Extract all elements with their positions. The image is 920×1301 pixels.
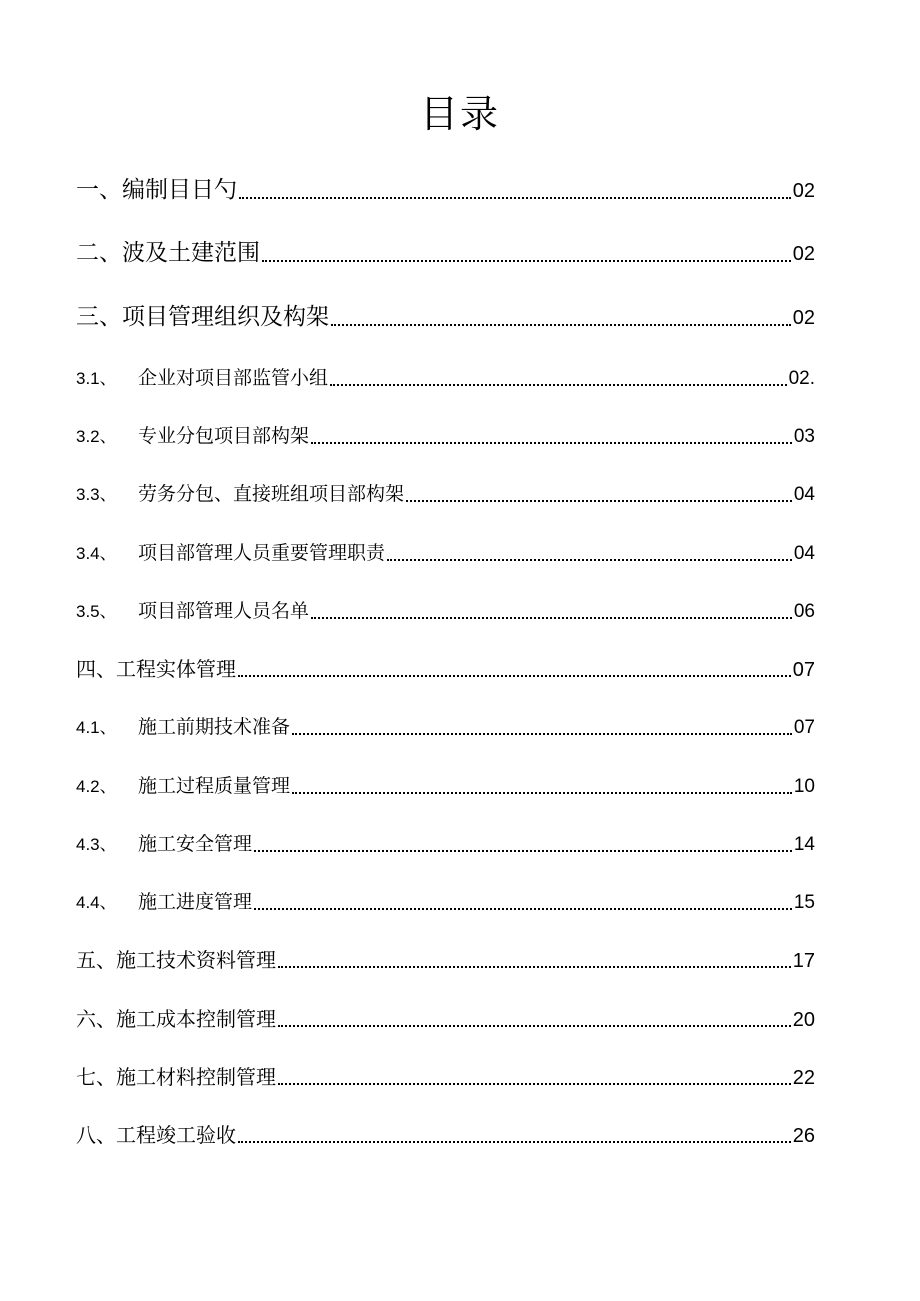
toc-subentry[interactable]: [76, 364, 815, 393]
toc-entry[interactable]: [76, 174, 815, 207]
toc-leader-dots: [278, 1025, 791, 1027]
toc-entry-label: 专业分包项目部构架: [138, 425, 310, 447]
toc-page-number: 10: [793, 776, 815, 797]
toc-subentry[interactable]: [76, 713, 815, 742]
toc-entry-label: 劳务分包、直接班组项目部构架: [138, 483, 405, 505]
toc-page-number: 20: [792, 1009, 815, 1031]
toc-leader-dots: [387, 559, 792, 561]
toc-entry-label: 三、项目管理组织及构架: [76, 304, 329, 330]
toc-page-number: 07: [793, 717, 815, 738]
toc-leader-dots: [330, 384, 787, 386]
toc-section-number: 3.3、: [76, 485, 117, 504]
toc-leader-dots: [406, 500, 792, 502]
toc-page-number: 06: [793, 601, 815, 622]
toc-subentry[interactable]: [76, 597, 815, 626]
toc-subentry[interactable]: [76, 888, 815, 917]
toc-entry-label: 五、施工技术资料管理: [76, 948, 276, 972]
toc-entry[interactable]: [76, 1005, 815, 1034]
toc-subentry[interactable]: [76, 830, 815, 859]
toc-subentry[interactable]: [76, 480, 815, 509]
toc-entry-label: 施工安全管理: [138, 833, 253, 855]
toc-page-number: 07: [792, 659, 815, 681]
toc-section-number: 4.3、: [76, 835, 117, 854]
toc-entry-label: 施工进度管理: [138, 891, 253, 913]
toc-entry-label: 六、施工成本控制管理: [76, 1007, 276, 1031]
toc-entry-label: 二、波及土建范围: [76, 240, 260, 266]
toc-leader-dots: [262, 260, 791, 262]
toc-entry-label: 项目部管理人员重要管理职责: [138, 542, 386, 564]
toc-section-number: 3.4、: [76, 544, 117, 563]
toc-entry-label: 项目部管理人员名单: [138, 600, 310, 622]
toc-entry-label: 施工前期技术准备: [138, 716, 291, 738]
toc-page-number: 02.: [788, 368, 815, 389]
toc-entry[interactable]: [76, 946, 815, 975]
toc-page-number: 03: [793, 426, 815, 447]
toc-leader-dots: [311, 617, 792, 619]
toc-page-number: 26: [792, 1125, 815, 1147]
toc-page-number: 17: [792, 950, 815, 972]
toc-leader-dots: [238, 675, 791, 677]
toc-page-number: 14: [793, 834, 815, 855]
toc-section-number: 3.2、: [76, 427, 117, 446]
toc-entry-label: 企业对项目部监管小组: [138, 367, 329, 389]
toc-section-number: 3.1、: [76, 369, 117, 388]
toc-entry[interactable]: [76, 1063, 815, 1092]
toc-entry-label: 一、编制目日勺: [76, 177, 237, 203]
toc-page-number: 04: [793, 543, 815, 564]
toc-section-number: 4.1、: [76, 718, 117, 737]
toc-entry[interactable]: [76, 655, 815, 684]
page-title: 目录: [419, 92, 500, 136]
toc-leader-dots: [254, 908, 792, 910]
toc-subentry[interactable]: [76, 422, 815, 451]
toc-page-number: 02: [792, 180, 815, 202]
toc-entry[interactable]: [76, 237, 815, 270]
toc-page-number: 04: [793, 484, 815, 505]
toc-leader-dots: [254, 850, 792, 852]
toc-entry[interactable]: [76, 301, 815, 334]
toc-entry-label: 施工过程质量管理: [138, 775, 291, 797]
toc-page-number: 02: [792, 307, 815, 329]
toc-section-number: 4.2、: [76, 777, 117, 796]
toc-entry[interactable]: [76, 1121, 815, 1150]
toc-leader-dots: [238, 1141, 791, 1143]
toc-entry-label: 七、施工材料控制管理: [76, 1065, 276, 1089]
toc-page-number: 15: [793, 892, 815, 913]
toc-leader-dots: [292, 792, 792, 794]
toc-subentry[interactable]: [76, 539, 815, 568]
toc-subentry[interactable]: [76, 772, 815, 801]
toc-leader-dots: [311, 442, 792, 444]
toc-page-number: 22: [792, 1067, 815, 1089]
toc-leader-dots: [278, 966, 791, 968]
toc-leader-dots: [278, 1083, 791, 1085]
toc-leader-dots: [239, 197, 791, 199]
toc-page-number: 02: [792, 243, 815, 265]
toc-section-number: 3.5、: [76, 602, 117, 621]
toc-section-number: 4.4、: [76, 893, 117, 912]
toc-leader-dots: [331, 324, 791, 326]
toc-entry-label: 八、工程竣工验收: [76, 1123, 236, 1147]
toc-leader-dots: [292, 733, 792, 735]
toc-entry-label: 四、工程实体管理: [76, 657, 236, 681]
